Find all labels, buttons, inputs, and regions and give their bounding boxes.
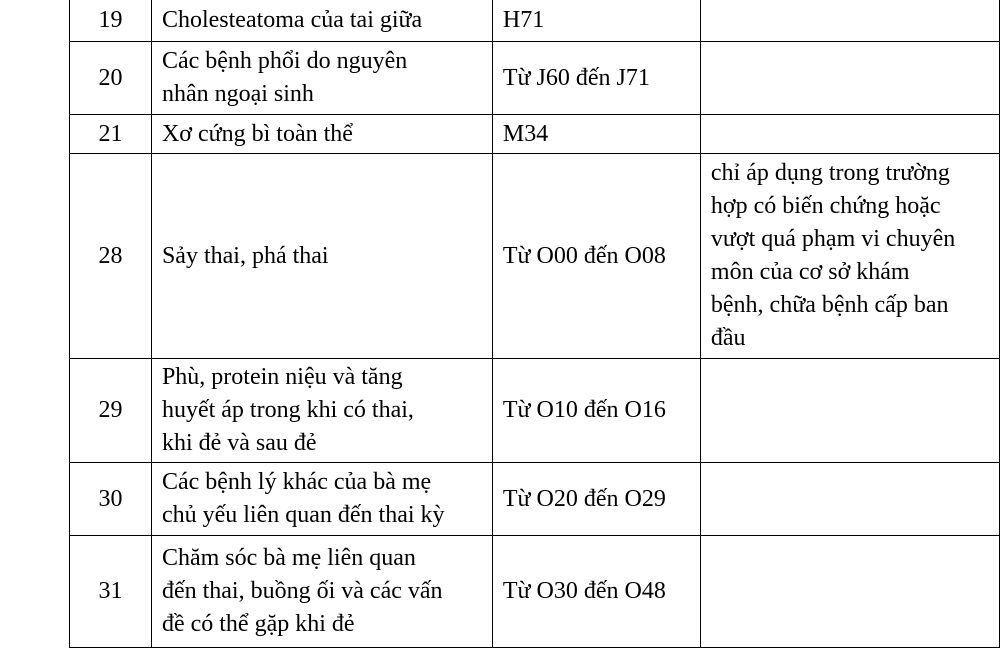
table-row: [70, 42, 1000, 115]
disease-name-line: khi đẻ và sau đẻ: [161, 430, 317, 456]
icd-code: Từ O20 đến O29: [492, 463, 700, 536]
disease-name-line: chủ yếu liên quan đến thai kỳ: [161, 502, 445, 528]
disease-name-line: đề có thể gặp khi đẻ: [161, 611, 355, 637]
row-number: 31: [70, 536, 152, 648]
note-line: chỉ áp dụng trong trường: [710, 160, 950, 186]
disease-name: [151, 154, 492, 359]
icd-code: M34: [492, 115, 700, 154]
table-row: [70, 115, 1000, 154]
table-row: [70, 536, 1000, 648]
disease-name-line: đến thai, buồng ối và các vấn: [161, 578, 443, 604]
note-cell: [700, 359, 999, 463]
row-number: 29: [70, 359, 152, 463]
disease-name: [151, 536, 492, 648]
table-row: [70, 154, 1000, 359]
note-cell: [700, 0, 999, 42]
note-cell: [700, 154, 999, 359]
disease-name-line: huyết áp trong khi có thai,: [161, 397, 414, 423]
table-row: [70, 359, 1000, 463]
disease-code-table: [69, 0, 1000, 648]
row-number: 19: [70, 0, 152, 42]
row-number: 21: [70, 115, 152, 154]
note-line: vượt quá phạm vi chuyên: [710, 226, 956, 252]
disease-name-line: nhân ngoại sinh: [161, 81, 314, 107]
disease-name: [151, 115, 492, 154]
row-number: 20: [70, 42, 152, 115]
disease-name: [151, 0, 492, 42]
table-row: [70, 0, 1000, 42]
disease-name-line: Các bệnh lý khác của bà mẹ: [161, 469, 432, 495]
note-line: đầu: [710, 325, 746, 351]
disease-name-line: Các bệnh phổi do nguyên: [161, 48, 408, 74]
note-line: hợp có biến chứng hoặc: [710, 193, 941, 219]
table-row: [70, 463, 1000, 536]
row-number: 30: [70, 463, 152, 536]
note-cell: [700, 536, 999, 648]
icd-code: Từ O10 đến O16: [492, 359, 700, 463]
icd-code: H71: [492, 0, 700, 42]
disease-name: [151, 42, 492, 115]
note-cell: [700, 115, 999, 154]
note-cell: [700, 42, 999, 115]
row-number: 28: [70, 154, 152, 359]
disease-name: [151, 359, 492, 463]
note-line: môn của cơ sở khám: [710, 259, 910, 285]
disease-name-line: Cholesteatoma của tai giữa: [161, 7, 423, 33]
disease-name-line: Xơ cứng bì toàn thể: [161, 120, 353, 147]
disease-name: [151, 463, 492, 536]
disease-name-line: Phù, protein niệu và tăng: [161, 364, 403, 390]
note-line: bệnh, chữa bệnh cấp ban: [710, 292, 949, 318]
note-cell: [700, 463, 999, 536]
icd-code: Từ O30 đến O48: [492, 536, 700, 648]
icd-code: Từ O00 đến O08: [492, 154, 700, 359]
disease-name-line: Sảy thai, phá thai: [161, 242, 329, 269]
disease-name-line: Chăm sóc bà mẹ liên quan: [161, 545, 416, 571]
icd-code: Từ J60 đến J71: [492, 42, 700, 115]
